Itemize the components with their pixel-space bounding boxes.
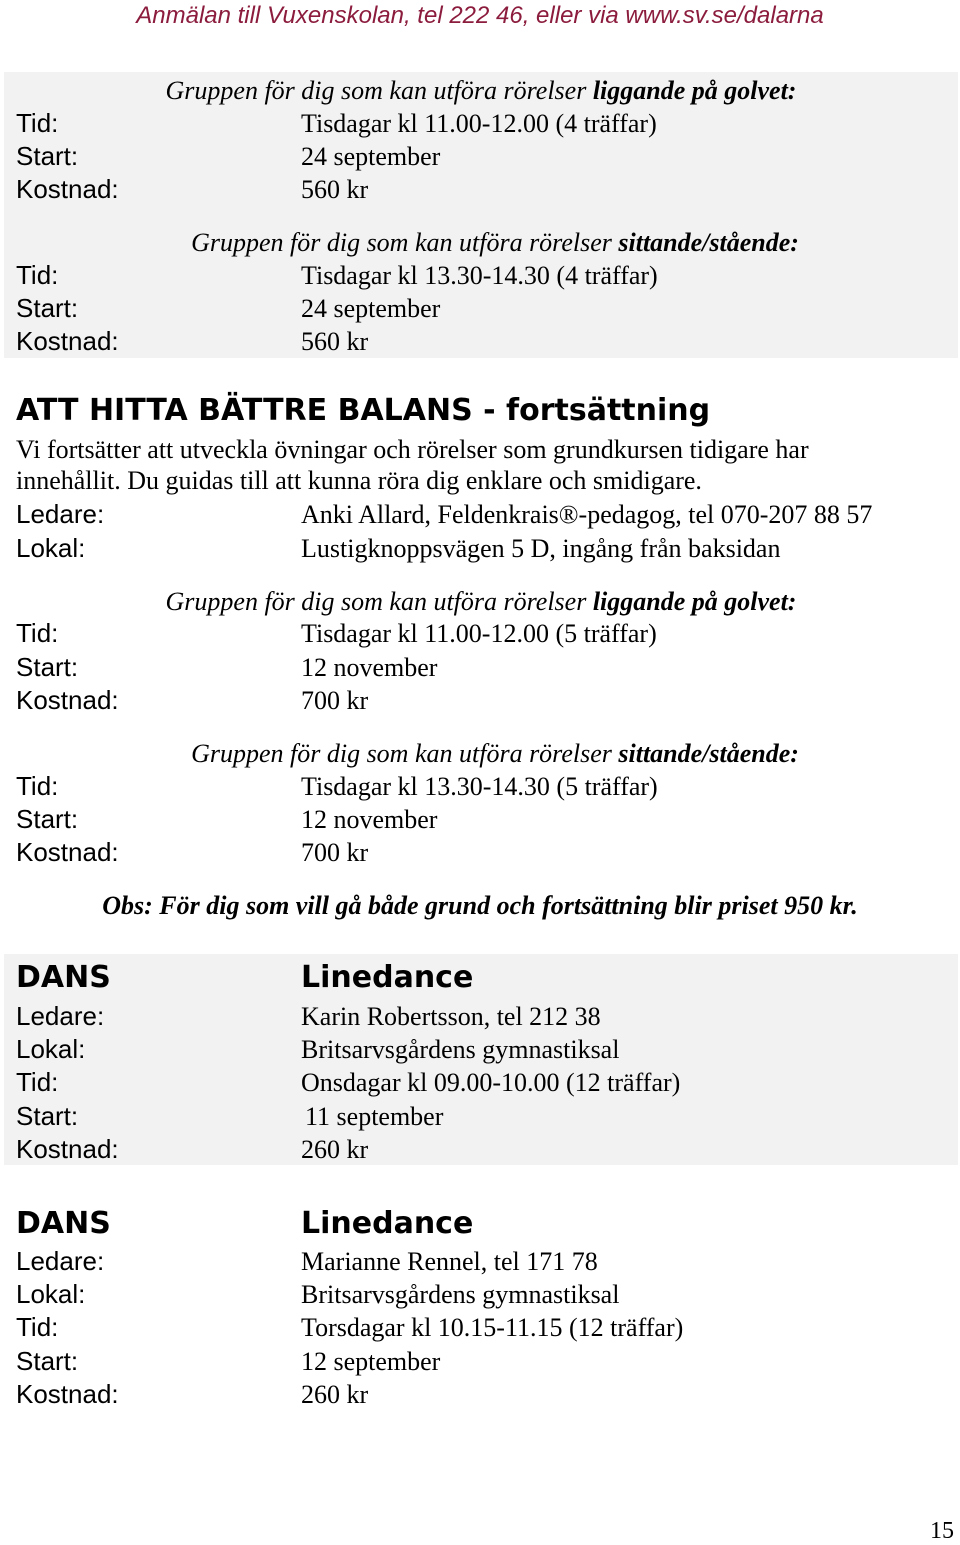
row-label: Kostnad: (16, 174, 119, 204)
course-description (16, 434, 936, 496)
row-label: Tid: (16, 1067, 59, 1097)
row-value: 260 kr (301, 1380, 369, 1409)
row-label: Start: (16, 1101, 79, 1131)
page-number: 15 (930, 1518, 954, 1544)
row-value: Onsdagar kl 09.00-10.00 (12 träffar) (301, 1068, 681, 1097)
row-value: Tisdagar kl 13.30-14.30 (5 träffar) (301, 772, 658, 801)
row-label: Kostnad: (16, 1134, 119, 1164)
row-value: Tisdagar kl 11.00-12.00 (4 träffar) (301, 109, 657, 138)
course-title: ATT HITTA BÄTTRE BALANS - fortsättning (16, 393, 711, 428)
row-value: Tisdagar kl 13.30-14.30 (4 träffar) (301, 261, 658, 290)
info-row (0, 803, 960, 836)
info-row (4, 1100, 960, 1133)
row-label: Ledare: (16, 499, 105, 529)
info-row (4, 140, 960, 173)
row-label: Start: (16, 652, 79, 682)
info-row (0, 617, 960, 650)
row-value: 560 kr (301, 175, 369, 204)
row-label: Tid: (16, 771, 59, 801)
info-row (0, 532, 960, 565)
group-heading-bold: sittande/stående: (618, 739, 799, 768)
course-title: DANS (16, 1206, 111, 1241)
info-row (0, 651, 960, 684)
row-label: Kostnad: (16, 837, 119, 867)
row-label: Tid: (16, 108, 59, 138)
group-heading-bold: liggande på golvet: (592, 76, 797, 105)
info-row (0, 1245, 960, 1278)
group-heading-bold: sittande/stående: (618, 228, 799, 257)
row-value: 260 kr (301, 1135, 369, 1164)
group-heading-text: Gruppen för dig som kan utföra rörelser (191, 739, 619, 768)
row-value: Britsarvsgårdens gymnastiksal (301, 1035, 620, 1064)
price-note: Obs: För dig som vill gå både grund och fortsättning blir priset 950 kr. (102, 891, 858, 920)
group-heading-text: Gruppen för dig som kan utföra rörelser (165, 76, 593, 105)
course-block-dans-2 (0, 1200, 960, 1415)
course-block-1 (4, 72, 958, 358)
info-row (0, 1278, 960, 1311)
row-value: Marianne Rennel, tel 171 78 (301, 1247, 598, 1276)
info-row (4, 1000, 960, 1033)
info-row (0, 770, 960, 803)
row-value: Anki Allard, Feldenkrais®-pedagog, tel 070-207 88 57 (301, 500, 873, 529)
info-row (4, 292, 960, 325)
row-value: 700 kr (301, 686, 369, 715)
info-row (0, 684, 960, 717)
row-value: Lustigknoppsvägen 5 D, ingång från baksidan (301, 534, 781, 563)
group-heading (4, 585, 958, 618)
row-label: Start: (16, 141, 79, 171)
info-row (4, 1033, 960, 1066)
row-value: 12 september (301, 1347, 441, 1376)
info-row (0, 1345, 960, 1378)
group-heading (18, 226, 960, 259)
info-row (0, 1378, 960, 1411)
row-label: Tid: (16, 260, 59, 290)
row-value: 700 kr (301, 838, 369, 867)
row-value: 24 september (301, 294, 441, 323)
group-heading-text: Gruppen för dig som kan utföra rörelser (165, 587, 593, 616)
row-label: Start: (16, 1346, 79, 1376)
row-label: Kostnad: (16, 1379, 119, 1409)
course-subtitle: Linedance (301, 960, 474, 995)
info-row (4, 1133, 960, 1166)
row-label: Lokal: (16, 533, 86, 563)
row-label: Ledare: (16, 1246, 105, 1276)
row-value: 24 september (301, 142, 441, 171)
row-label: Kostnad: (16, 326, 119, 356)
row-value: 11 september (305, 1102, 444, 1131)
row-label: Lokal: (16, 1279, 86, 1309)
info-row (4, 173, 960, 206)
info-row (0, 1311, 960, 1344)
course-block-dans-1 (4, 954, 958, 1165)
info-row (4, 259, 960, 292)
course-subtitle: Linedance (301, 1206, 474, 1241)
info-row (0, 836, 960, 869)
row-label: Tid: (16, 1312, 59, 1342)
course-block-balans (0, 388, 960, 928)
row-label: Start: (16, 804, 79, 834)
row-label: Lokal: (16, 1034, 86, 1064)
row-value: 12 november (301, 653, 438, 682)
row-value: Britsarvsgårdens gymnastiksal (301, 1280, 620, 1309)
description-line: innehållit. Du guidas till att kunna röra dig enklare och smidigare. (16, 466, 702, 495)
row-value: Torsdagar kl 10.15-11.15 (12 träffar) (301, 1313, 684, 1342)
group-heading (4, 74, 958, 107)
info-row (0, 498, 960, 531)
row-value: Karin Robertsson, tel 212 38 (301, 1002, 601, 1031)
group-heading-bold: liggande på golvet: (592, 587, 797, 616)
group-heading (18, 737, 960, 770)
row-label: Ledare: (16, 1001, 105, 1031)
info-row (4, 107, 960, 140)
row-label: Tid: (16, 618, 59, 648)
group-heading-text: Gruppen för dig som kan utföra rörelser (191, 228, 619, 257)
info-row (4, 325, 960, 358)
course-title: DANS (16, 960, 111, 995)
row-label: Kostnad: (16, 685, 119, 715)
info-row (4, 1066, 960, 1099)
row-value: Tisdagar kl 11.00-12.00 (5 träffar) (301, 619, 657, 648)
page-header: Anmälan till Vuxenskolan, tel 222 46, eller via www.sv.se/dalarna (136, 2, 824, 29)
row-label: Start: (16, 293, 79, 323)
row-value: 560 kr (301, 327, 369, 356)
row-value: 12 november (301, 805, 438, 834)
description-line: Vi fortsätter att utveckla övningar och rörelser som grundkursen tidigare har (16, 435, 809, 464)
